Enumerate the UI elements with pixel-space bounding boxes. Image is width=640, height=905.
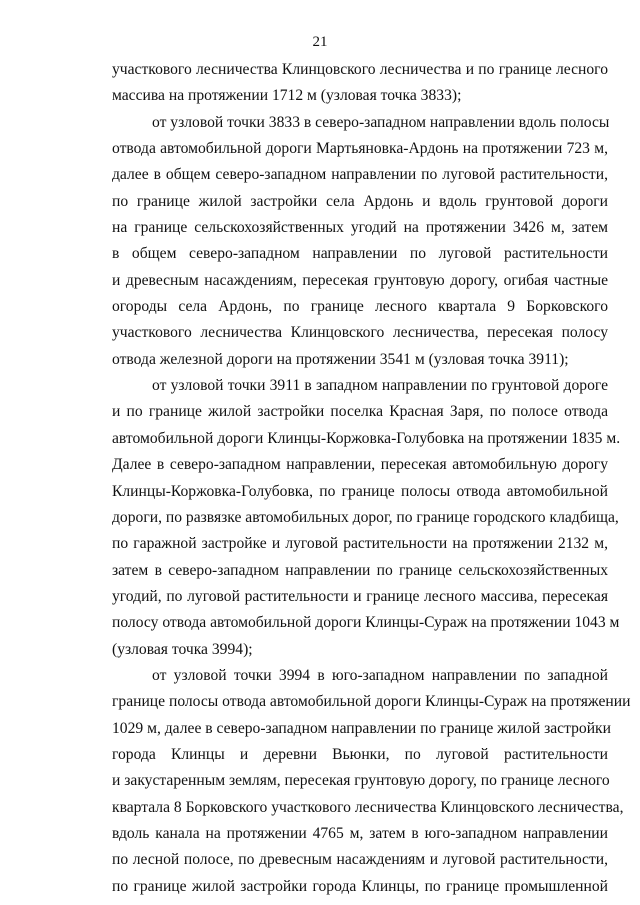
text-line: 1029 м, далее в северо-западном направлении по границе жилой застройки — [112, 719, 611, 737]
text-line: по лесной полосе, по древесным насаждениям и луговой растительности, — [112, 851, 608, 869]
text-line: по границе жилой застройки села Ардонь и вдоль грунтовой дороги — [112, 192, 608, 210]
text-line: по границе жилой застройки города Клинцы, по границе промышленной — [112, 877, 608, 895]
text-line: дороги, по развязке автомобильных дорог, по границе городского кладбища, — [112, 508, 619, 526]
paragraph — [112, 57, 608, 110]
text-line: по гаражной застройке и луговой растительности на протяжении 2132 м, — [112, 535, 608, 553]
text-line: на границе сельскохозяйственных угодий на протяжении 3426 м, затем — [112, 219, 608, 237]
text-line: и закустаренным землям, пересекая грунтовую дорогу, по границе лесного — [112, 772, 610, 790]
text-line: и древесным насаждениям, пересекая грунтовую дорогу, огибая частные — [112, 271, 608, 289]
document-body — [112, 57, 631, 900]
text-line: автомобильной дороги Клинцы-Коржовка-Голубовка на протяжении 1835 м. — [112, 429, 621, 447]
text-line: участкового лесничества Клинцовского лесничества и по границе лесного — [112, 61, 608, 78]
text-line: массива на протяжении 1712 м (узловая точка 3833); — [112, 87, 462, 105]
text-line: вдоль канала на протяжении 4765 м, затем в юго-западном направлении — [112, 824, 608, 842]
text-line: от узловой точки 3911 в западном направлении по грунтовой дороге — [152, 377, 608, 395]
paragraph — [112, 373, 621, 663]
text-line: и по границе жилой застройки поселка Красная Заря, по полосе отвода — [112, 403, 608, 421]
text-line: угодий, по луговой растительности и границе лесного массива, пересекая — [112, 587, 608, 605]
text-line: отвода железной дороги на протяжении 3541 м (узловая точка 3911); — [112, 350, 569, 368]
text-line: Клинцы-Коржовка-Голубовка, по границе полосы отвода автомобильной — [112, 482, 608, 500]
text-line: от узловой точки 3994 в юго-западном направлении по западной — [152, 666, 608, 684]
text-line: далее в общем северо-западном направлении по луговой растительности, — [112, 166, 608, 184]
text-line: огороды села Ардонь, по границе лесного квартала 9 Борковского — [112, 298, 608, 316]
text-line: в общем северо-западном направлении по луговой растительности — [112, 245, 608, 263]
paragraph — [112, 110, 608, 373]
text-line: (узловая точка 3994); — [112, 640, 253, 658]
text-line: города Клинцы и деревни Вьюнки, по луговой растительности — [112, 745, 608, 763]
text-line: полосу отвода автомобильной дороги Клинцы-Сураж на протяжении 1043 м — [112, 614, 620, 632]
paragraph — [112, 663, 631, 900]
text-line: затем в северо-западном направлении по границе сельскохозяйственных — [112, 561, 608, 579]
text-line: Далее в северо-западном направлении, пересекая автомобильную дорогу — [112, 456, 608, 474]
text-line: квартала 8 Борковского участкового лесничества Клинцовского лесничества, — [112, 798, 624, 816]
page-number: 21 — [312, 34, 328, 50]
text-line: границе полосы отвода автомобильной дороги Клинцы-Сураж на протяжении — [112, 693, 631, 711]
text-line: отвода автомобильной дороги Мартьяновка-Ардонь на протяжении 723 м, — [112, 140, 608, 158]
text-line: участкового лесничества Клинцовского лесничества, пересекая полосу — [112, 324, 608, 342]
text-line: от узловой точки 3833 в северо-западном направлении вдоль полосы — [152, 113, 610, 131]
